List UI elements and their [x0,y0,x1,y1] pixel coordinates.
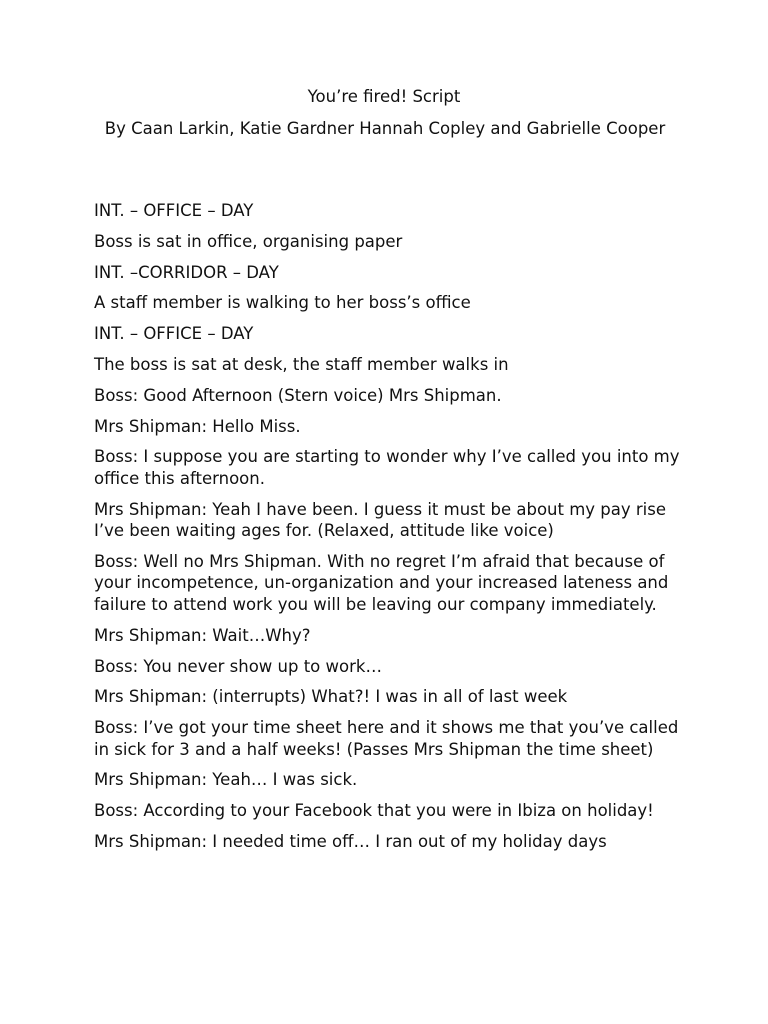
action-line: A staff member is walking to her boss’s office [94,293,471,313]
dialogue-line: Boss: I suppose you are starting to wonder why I’ve called you into my office this afternoon. [94,447,680,488]
dialogue-line: Boss: Well no Mrs Shipman. With no regret I’m afraid that because of your incompetence, un-organization and your increased lateness and failure to attend work you will be leaving our company immediately. [94,551,669,614]
dialogue-line: Boss: According to your Facebook that you were in Ibiza on holiday! [94,801,654,821]
scene-heading: INT. – OFFICE – DAY [94,324,254,344]
dialogue-line: Mrs Shipman: Wait…Why? [94,625,311,645]
script-authors: By Caan Larkin, Katie Gardner Hannah Copley and Gabrielle Cooper [104,119,666,138]
dialogue-line: Mrs Shipman: Yeah… I was sick. [94,770,358,790]
dialogue-line: Boss: Good Afternoon (Stern voice) Mrs Shipman. [94,385,502,405]
dialogue-line: Boss: I’ve got your time sheet here and it shows me that you’ve called in sick for 3 and a half weeks! (Passes Mrs Shipman the time sheet) [94,718,679,759]
dialogue-line: Mrs Shipman: Yeah I have been. I guess it must be about my pay rise I’ve been waiting ages for. (Relaxed, attitude like voice) [94,499,666,541]
dialogue-line: Boss: You never show up to work… [94,656,382,676]
script-title: You’re fired! Script [307,87,461,106]
dialogue-line: Mrs Shipman: Hello Miss. [94,416,301,436]
dialogue-line: Mrs Shipman: (interrupts) What?! I was in all of last week [94,687,568,707]
action-line: The boss is sat at desk, the staff member walks in [94,354,509,374]
action-line: Boss is sat in office, organising paper [94,231,403,251]
dialogue-line: Mrs Shipman: I needed time off… I ran out of my holiday days [94,832,607,852]
script-body [94,200,684,862]
scene-heading: INT. –CORRIDOR – DAY [94,262,279,282]
scene-heading: INT. – OFFICE – DAY [94,201,254,220]
